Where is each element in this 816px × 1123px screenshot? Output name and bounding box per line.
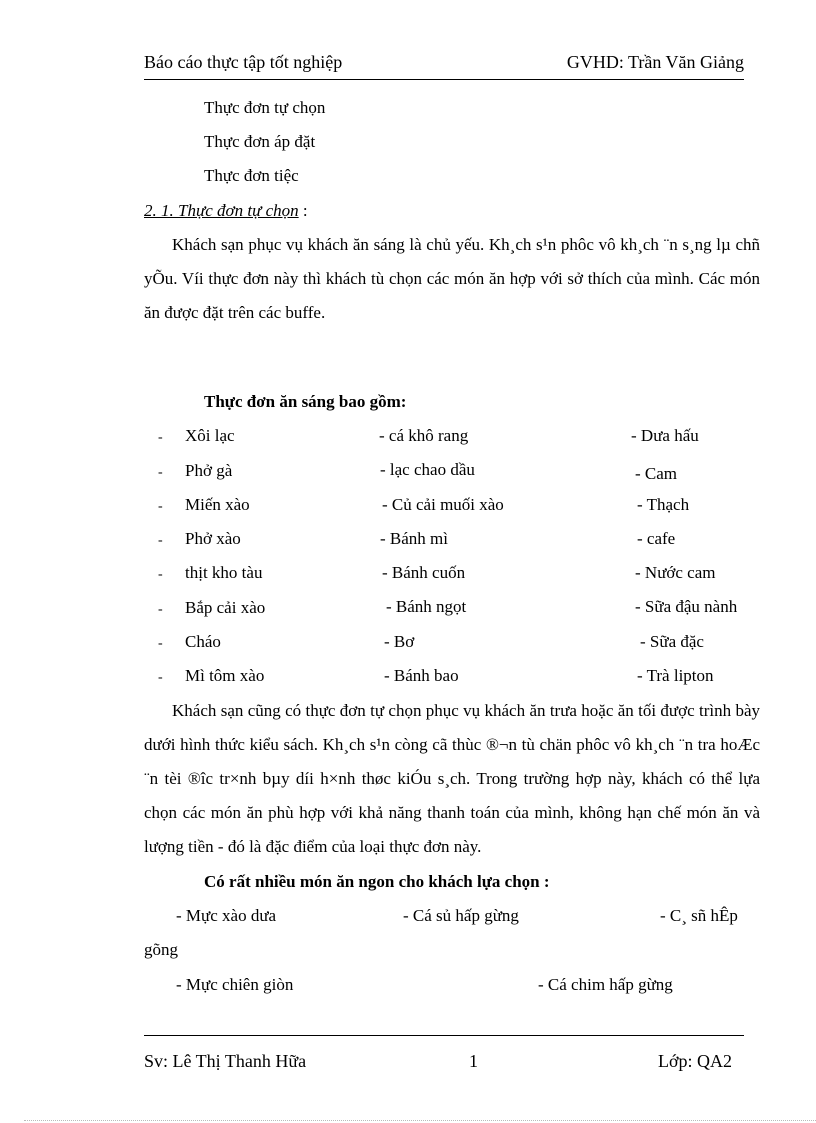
bullet: - <box>158 567 163 582</box>
list-item: - cafe <box>637 529 676 548</box>
list-item: - Bánh mì <box>380 529 448 548</box>
footer-divider <box>144 1035 744 1036</box>
footer-student: Sv: Lê Thị Thanh Hữa <box>144 1051 307 1071</box>
list-item: thịt kho tàu <box>185 563 263 582</box>
list-item: - Cam <box>635 464 678 483</box>
header-divider <box>144 79 744 80</box>
list-item: - Sữa đặc <box>640 632 704 651</box>
list-item: - lạc chao dầu <box>380 460 475 479</box>
dish-item: - Mực chiên giòn <box>176 975 294 994</box>
section-heading-suffix: : <box>298 201 308 220</box>
bullet: - <box>158 465 163 480</box>
bullet: - <box>158 533 163 548</box>
breakfast-title: Thực đơn ăn sáng bao gồm: <box>204 392 407 411</box>
list-item: - Trà lipton <box>637 666 714 685</box>
page-edge-dots <box>24 1120 816 1121</box>
list-item: - Bánh cuốn <box>382 563 466 582</box>
list-item: Miến xào <box>185 495 250 514</box>
bullet: - <box>158 636 163 651</box>
section-heading-text: 2. 1. Thực đơn tự chọn <box>144 201 299 220</box>
list-item: - Thạch <box>637 495 690 514</box>
list-item: - Nước cam <box>635 563 716 582</box>
dish-item: - Cá chim hấp gừng <box>538 975 673 994</box>
bullet: - <box>158 670 163 685</box>
dish-item: - C¸ sñ hÊp <box>660 906 738 925</box>
list-item: Xôi lạc <box>185 426 235 445</box>
list-item: - Củ cải muối xào <box>382 495 504 514</box>
footer-page-number: 1 <box>469 1051 478 1071</box>
paragraph-lunch-dinner: Khách sạn cũng có thực đơn tự chọn phục vụ khách ăn trưa hoặc ăn tối được trình bày dưới hình thức kiểu sách. Kh¸ch s¹n còng cã thùc ®¬n tù chän phôc vô kh¸ch ¨n tra hoÆc ¨n tèi ®îc tr×nh bµy díi h×nh thøc kiÓu s¸ch. Trong trường hợp này, khách có thể lựa chọn các món ăn phù hợp với khả năng thanh toán của mình, không hạn chế món ăn và lượng tiền - đó là đặc điểm của loại thực đơn này. <box>144 701 760 856</box>
dish-item: - Mực xào dưa <box>176 906 277 925</box>
list-item: Phở xào <box>185 529 241 548</box>
list-item: Mì tôm xào <box>185 666 265 685</box>
list-item: Phở gà <box>185 461 233 480</box>
list-item: - cá khô rang <box>379 426 469 445</box>
list-item: - Bánh ngọt <box>386 597 467 616</box>
list-item: Bắp cải xào <box>185 598 266 617</box>
header-left: Báo cáo thực tập tốt nghiệp <box>144 52 343 72</box>
menu-type-2: Thực đơn áp đặt <box>204 132 316 151</box>
list-item: - Bánh bao <box>384 666 459 685</box>
list-item: - Bơ <box>384 632 415 651</box>
header-right: GVHD: Trần Văn Giảng <box>566 52 744 72</box>
footer-class: Lớp: QA2 <box>657 1051 732 1071</box>
bullet: - <box>158 602 163 617</box>
dishes-title: Có rất nhiều món ăn ngon cho khách lựa chọn : <box>204 872 550 891</box>
menu-type-1: Thực đơn tự chọn <box>204 98 326 117</box>
dish-item: - Cá sủ hấp gừng <box>403 906 519 925</box>
paragraph-breakfast-intro: Khách sạn phục vụ khách ăn sáng là chủ yếu. Kh¸ch s¹n phôc vô kh¸ch ¨n s¸ng lµ chñ yÕu. Víi thực đơn này thì khách tù chọn các món ăn hợp với sở thích của mình. Các món ăn được đặt trên các buffe. <box>144 235 760 322</box>
list-item: Cháo <box>185 632 221 651</box>
list-item: - Dưa hấu <box>631 426 699 445</box>
menu-type-3: Thực đơn tiệc <box>204 166 299 185</box>
section-heading <box>144 201 308 221</box>
dish-item-wrap: gõng <box>144 940 178 959</box>
bullet: - <box>158 430 163 445</box>
bullet: - <box>158 499 163 514</box>
list-item: - Sữa đậu nành <box>635 597 738 616</box>
